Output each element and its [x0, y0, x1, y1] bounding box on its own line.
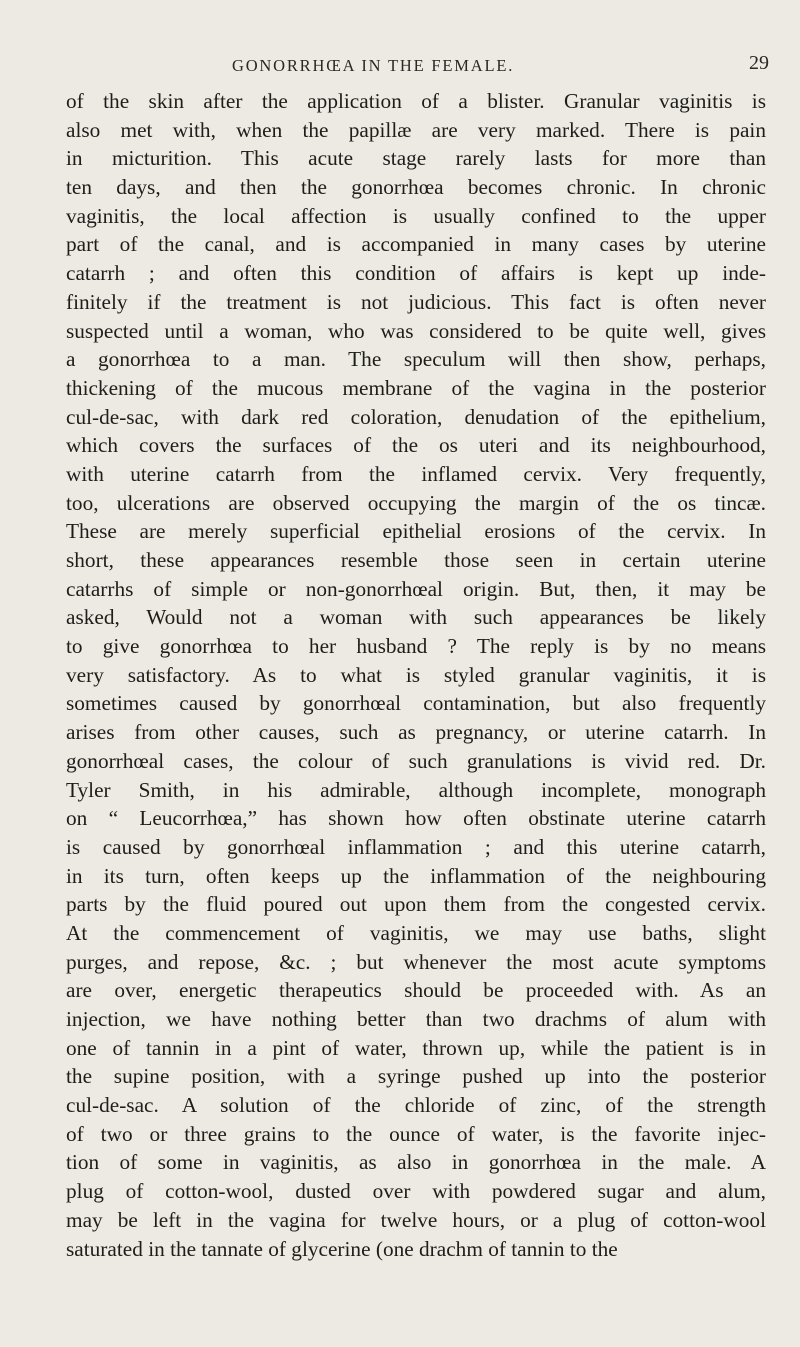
body-text: [66, 87, 766, 1263]
text-line: the supine position, with a syringe pushed up into the posterior: [66, 1064, 766, 1089]
text-line: with uterine catarrh from the inflamed cervix. Very frequently,: [66, 461, 766, 486]
text-line: These are merely superficial epithelial erosions of the cervix. In: [66, 519, 766, 544]
text-line: a gonorrhœa to a man. The speculum will then show, perhaps,: [66, 347, 766, 372]
text-line: purges, and repose, &c. ; but whenever the most acute symptoms: [66, 949, 766, 974]
text-line: also met with, when the papillæ are very marked. There is pain: [66, 117, 766, 142]
text-line: very satisfactory. As to what is styled granular vaginitis, it is: [66, 662, 766, 687]
text-line: injection, we have nothing better than two drachms of alum with: [66, 1007, 766, 1031]
text-line: At the commencement of vaginitis, we may use baths, slight: [66, 920, 766, 945]
page-number: 29: [749, 52, 769, 74]
text-line: to give gonorrhœa to her husband ? The reply is by no means: [66, 634, 766, 659]
text-line: which covers the surfaces of the os uteri and its neighbourhood,: [66, 433, 766, 458]
text-line: catarrh ; and often this condition of affairs is kept up inde-: [66, 261, 766, 286]
text-line: saturated in the tannate of glycerine (one drachm of tannin to the: [66, 1236, 618, 1261]
text-line: vaginitis, the local affection is usually confined to the upper: [66, 203, 766, 228]
text-line: are over, energetic therapeutics should be proceeded with. As an: [66, 978, 766, 1003]
text-line: parts by the fluid poured out upon them from the congested cervix.: [66, 892, 766, 917]
text-line: of two or three grains to the ounce of water, is the favorite injec-: [66, 1121, 766, 1146]
text-line: in micturition. This acute stage rarely lasts for more than: [66, 146, 766, 171]
text-line: ten days, and then the gonorrhœa becomes chronic. In chronic: [66, 175, 766, 200]
text-line: of the skin after the application of a blister. Granular vaginitis is: [66, 89, 766, 113]
text-line: on “ Leucorrhœa,” has shown how often obstinate uterine catarrh: [66, 806, 766, 831]
text-line: in its turn, often keeps up the inflammation of the neighbouring: [66, 863, 766, 888]
text-line: plug of cotton-wool, dusted over with powdered sugar and alum,: [66, 1179, 766, 1204]
text-line: cul-de-sac, with dark red coloration, denudation of the epithelium,: [66, 404, 766, 429]
text-line: cul-de-sac. A solution of the chloride of zinc, of the strength: [66, 1093, 766, 1118]
text-line: finitely if the treatment is not judicious. This fact is often never: [66, 289, 766, 314]
text-line: sometimes caused by gonorrhœal contamination, but also frequently: [66, 691, 766, 716]
text-line: Tyler Smith, in his admirable, although incomplete, monograph: [66, 777, 766, 802]
text-line: tion of some in vaginitis, as also in gonorrhœa in the male. A: [66, 1150, 766, 1175]
text-line: suspected until a woman, who was considered to be quite well, gives: [66, 318, 766, 343]
text-line: may be left in the vagina for twelve hours, or a plug of cotton-wool: [66, 1207, 766, 1232]
text-line: part of the canal, and is accompanied in many cases by uterine: [66, 232, 766, 257]
text-line: short, these appearances resemble those seen in certain uterine: [66, 548, 766, 572]
text-line: thickening of the mucous membrane of the vagina in the posterior: [66, 375, 766, 400]
text-line: catarrhs of simple or non-gonorrhœal origin. But, then, it may be: [66, 576, 766, 601]
text-line: too, ulcerations are observed occupying the margin of the os tincæ.: [66, 490, 766, 515]
text-line: asked, Would not a woman with such appearances be likely: [66, 605, 766, 630]
text-line: arises from other causes, such as pregnancy, or uterine catarrh. In: [66, 720, 766, 745]
text-line: gonorrhœal cases, the colour of such granulations is vivid red. Dr.: [66, 748, 766, 773]
text-line: one of tannin in a pint of water, thrown up, while the patient is in: [66, 1035, 766, 1060]
running-title: GONORRHŒA IN THE FEMALE.: [232, 56, 515, 75]
text-line: is caused by gonorrhœal inflammation ; and this uterine catarrh,: [66, 834, 766, 859]
